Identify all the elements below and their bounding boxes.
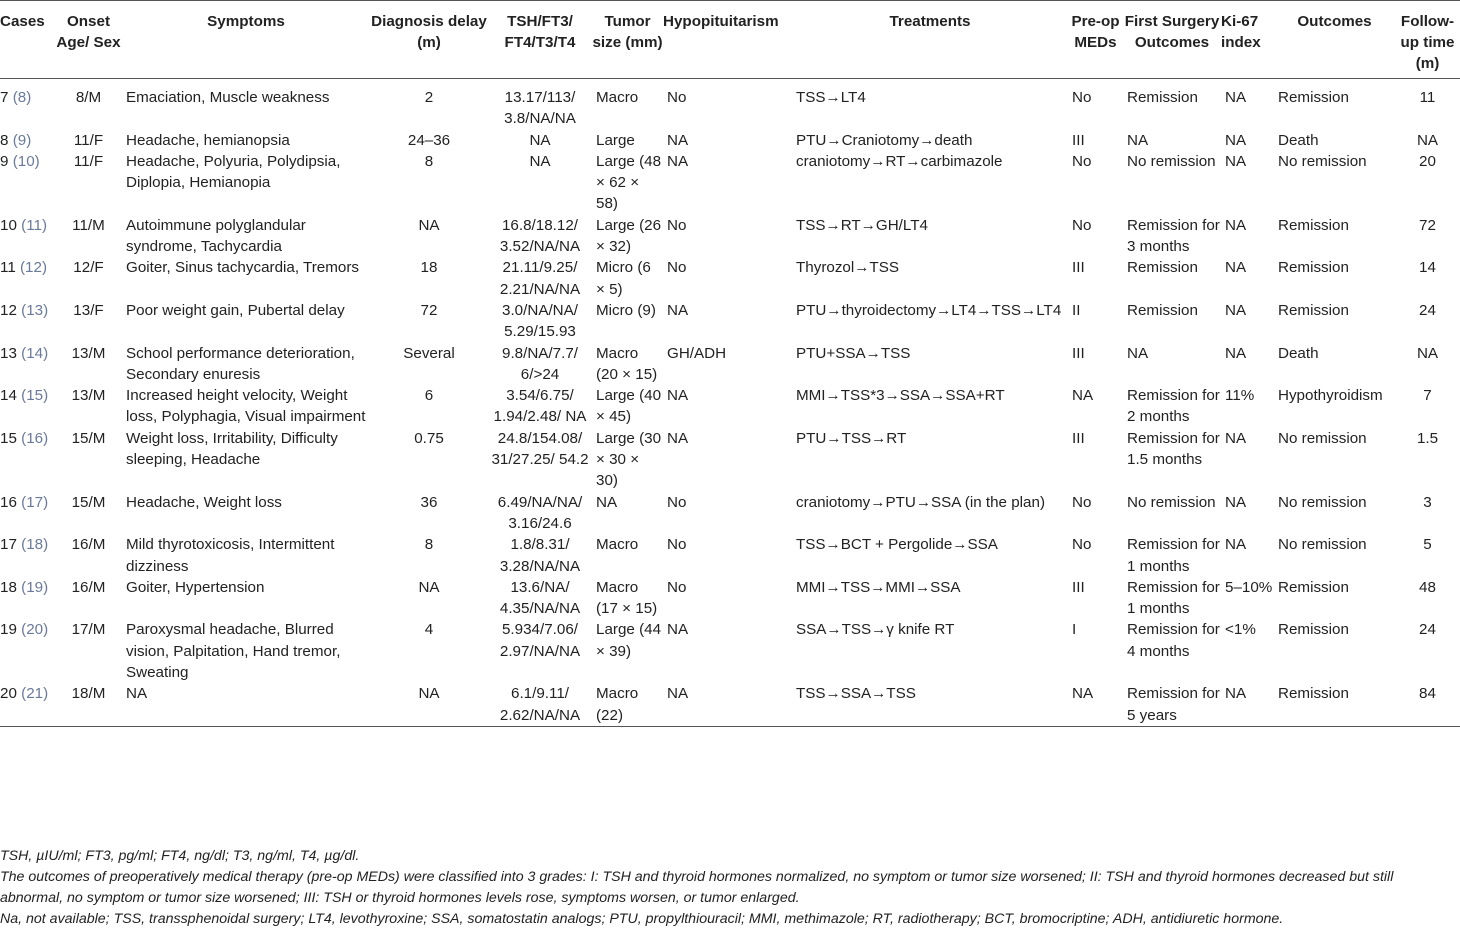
cell-onset-age-sex: 13/M <box>71 387 106 405</box>
cell-first-surgery-outcome: No remission <box>1127 493 1216 511</box>
cell-outcome: Remission <box>1278 89 1349 106</box>
cell-follow-up-time: 72 <box>1419 216 1436 234</box>
cell-first-surgery-outcome: Remission for 1 months <box>1127 536 1220 575</box>
cell-hypopituitarism: No <box>667 216 687 234</box>
cell-follow-up-time: NA <box>1416 344 1439 362</box>
cell-hormone-levels: 24.8/154.08/ 31/27.25/ 54.2 <box>491 429 589 469</box>
cell-treatments: TSS→BCT + Pergolide→SSA <box>796 536 998 554</box>
cell-outcome: Death <box>1278 344 1319 362</box>
cell-hypopituitarism: No <box>667 536 687 554</box>
reference-link[interactable]: (16) <box>21 429 49 447</box>
cell-hypopituitarism: GH/ADH <box>667 344 727 362</box>
cell-first-surgery-outcome: Remission for 3 months <box>1127 216 1220 256</box>
cell-ki67-index: NA <box>1225 89 1247 106</box>
cell-onset-age-sex: 8/M <box>75 89 102 106</box>
cell-hypopituitarism: No <box>667 259 687 277</box>
column-header-symptoms: Symptoms <box>122 1 370 79</box>
cell-outcome: Remission <box>1278 259 1349 277</box>
case-number: 7 <box>0 89 9 106</box>
case-number: 15 <box>0 429 17 447</box>
cell-preop-meds: III <box>1072 578 1085 596</box>
cell-first-surgery-outcome: Remission for 1 months <box>1127 578 1220 618</box>
cell-case-number <box>0 428 55 492</box>
cell-ki67-index: <1% <box>1225 621 1256 639</box>
column-header-treatments: Treatments <box>792 1 1068 79</box>
cell-hormone-levels: 13.17/113/ 3.8/NA/NA <box>504 89 576 128</box>
cell-ki67-index: NA <box>1225 152 1247 170</box>
cell-tumor-size: Micro (9) <box>596 301 656 319</box>
footnote-units: TSH, µIU/ml; FT3, pg/ml; FT4, ng/dl; T3, ng/ml, T4, µg/dl. <box>0 848 360 864</box>
cell-ki67-index: NA <box>1225 344 1247 362</box>
cell-tumor-size: Large <box>596 131 635 149</box>
cell-treatments: craniotomy→RT→carbimazole <box>796 152 1003 170</box>
case-number: 11 <box>0 259 16 277</box>
cell-symptoms: Goiter, Hypertension <box>126 578 265 596</box>
column-header-hypopituitarism: Hypopituitarism <box>663 1 792 79</box>
cell-preop-meds: II <box>1072 301 1081 319</box>
cell-hypopituitarism: NA <box>667 387 689 405</box>
cell-tumor-size: Micro (6 × 5) <box>596 259 651 298</box>
cell-symptoms: NA <box>122 683 370 726</box>
cell-first-surgery-outcome: Remission for 4 months <box>1127 621 1220 660</box>
reference-link[interactable]: (9) <box>12 131 32 149</box>
footnote-abbreviations: Na, not available; TSS, transsphenoidal surgery; LT4, levothyroxine; SSA, somatostatin analogs; PTU, propylthiouracil; MMI, methimazole; RT, radiotherapy; BCT, bromocriptine; ADH, antidiuretic hormone. <box>0 911 1284 927</box>
cell-preop-meds: No <box>1072 216 1092 234</box>
cell-onset-age-sex: 17/M <box>71 621 106 639</box>
cell-tumor-size: Large (30 × 30 × 30) <box>596 429 662 490</box>
cell-outcome: Remission <box>1278 301 1349 319</box>
cell-symptoms: Mild thyrotoxicosis, Intermittent dizziness <box>126 536 335 575</box>
cell-symptoms: Weight loss, Irritability, Difficulty sleeping, Headache <box>126 429 338 469</box>
cell-case-number <box>0 215 55 258</box>
cell-diagnosis-delay: 4 <box>424 621 434 639</box>
cell-diagnosis-delay: 72 <box>420 301 438 319</box>
cell-onset-age-sex: 13/M <box>71 344 106 362</box>
cell-symptoms: Headache, Polyuria, Polydipsia, Diplopia, Hemianopia <box>126 152 341 192</box>
column-header-first-surgery-outcomes: First Surgery Outcomes <box>1123 1 1221 79</box>
case-number: 12 <box>0 301 17 319</box>
cell-ki67-index: 11% <box>1225 387 1255 405</box>
cell-onset-age-sex: 16/M <box>71 578 106 596</box>
case-number: 19 <box>0 621 17 639</box>
column-header-cases: Cases <box>0 1 55 79</box>
cell-follow-up-time: 24 <box>1419 621 1436 639</box>
cell-case-number <box>0 343 55 386</box>
column-header-preop-meds: Pre-op MEDs <box>1068 1 1123 79</box>
reference-link[interactable]: (18) <box>21 536 49 554</box>
cell-follow-up-time: 5 <box>1423 536 1432 554</box>
cell-hormone-levels: NA <box>529 131 551 149</box>
cell-hypopituitarism: NA <box>667 429 689 447</box>
cell-outcome: Remission <box>1278 578 1349 596</box>
cell-hormone-levels: 1.8/8.31/ 3.28/NA/NA <box>499 536 581 575</box>
cell-case-number <box>0 683 55 726</box>
table-row <box>0 130 1460 151</box>
table-row <box>0 215 1460 258</box>
cell-diagnosis-delay: 8 <box>424 152 434 170</box>
cell-follow-up-time: 14 <box>1419 259 1436 277</box>
cell-treatments: Thyrozol→TSS <box>796 259 899 277</box>
cell-preop-meds: III <box>1072 131 1085 149</box>
cell-hypopituitarism: NA <box>667 301 689 319</box>
reference-link[interactable]: (21) <box>21 685 49 703</box>
cell-tumor-size: NA <box>596 493 618 511</box>
cell-diagnosis-delay: NA <box>370 683 488 726</box>
cell-onset-age-sex: 11/F <box>73 152 104 170</box>
cell-onset-age-sex: 11/F <box>73 131 104 149</box>
cell-treatments: PTU+SSA→TSS <box>796 344 911 362</box>
cell-treatments: TSS→RT→GH/LT4 <box>796 216 928 234</box>
cell-outcome: Remission <box>1274 683 1395 726</box>
table-footnotes <box>0 846 1460 930</box>
cell-first-surgery-outcome: Remission <box>1127 301 1198 319</box>
cell-case-number <box>0 534 55 577</box>
case-number: 8 <box>0 131 9 149</box>
reference-link[interactable]: (13) <box>21 301 49 319</box>
cell-symptoms: School performance deterioration, Secondary enuresis <box>126 344 355 383</box>
cell-follow-up-time: 48 <box>1419 578 1436 596</box>
cell-outcome: No remission <box>1278 152 1367 170</box>
cell-treatments: SSA→TSS→γ knife RT <box>796 621 955 639</box>
cell-hormone-levels: 3.0/NA/NA/ 5.29/15.93 <box>502 301 578 341</box>
cell-treatments: PTU→Craniotomy→death <box>796 131 973 149</box>
case-number: 17 <box>0 536 17 554</box>
cell-follow-up-time: 3 <box>1423 493 1432 511</box>
cell-ki67-index: NA <box>1225 429 1247 447</box>
case-number: 16 <box>0 493 17 511</box>
cell-tumor-size: Macro <box>596 89 639 106</box>
cell-diagnosis-delay: NA <box>418 216 440 234</box>
cell-diagnosis-delay: 6 <box>424 387 434 405</box>
reference-link[interactable]: (19) <box>21 578 49 596</box>
cell-hormone-levels: 13.6/NA/ 4.35/NA/NA <box>499 578 581 618</box>
cell-diagnosis-delay: Several <box>403 344 455 362</box>
cell-hypopituitarism: No <box>667 493 687 511</box>
case-number: 18 <box>0 578 17 596</box>
cell-tumor-size: Macro (20 × 15) <box>596 344 658 383</box>
cell-symptoms: Paroxysmal headache, Blurred vision, Palpitation, Hand tremor, Sweating <box>126 621 341 682</box>
cell-diagnosis-delay: 36 <box>420 493 438 511</box>
reference-link[interactable]: (8) <box>12 89 32 106</box>
table-row <box>0 79 1460 130</box>
cell-treatments: MMI→TSS→MMI→SSA <box>796 578 961 596</box>
footnote-preop-grades: The outcomes of preoperatively medical therapy (pre-op MEDs) were classified into 3 grades: I: TSH and thyroid hormones normalized, no symptom or tumor size worsened; II: TSH and thyroid hormones decreased but still abnormal, no symptom or tumor size worsened; III: TSH or thyroid hormones levels rose, symptoms worsen, or tumor enlarged. <box>0 869 1394 906</box>
table-row <box>0 343 1460 386</box>
cell-symptoms: Headache, hemianopsia <box>126 131 290 149</box>
cell-hypopituitarism: No <box>667 89 687 106</box>
cell-outcome: No remission <box>1278 429 1367 447</box>
cell-hypopituitarism: NA <box>667 152 689 170</box>
cell-preop-meds: III <box>1072 429 1085 447</box>
cell-diagnosis-delay: 0.75 <box>414 429 444 447</box>
cell-treatments: TSS→SSA→TSS <box>792 683 1068 726</box>
cell-follow-up-time: 24 <box>1419 301 1436 319</box>
cell-outcome: Remission <box>1278 216 1349 234</box>
cell-onset-age-sex: 11/M <box>72 216 105 234</box>
table-row <box>0 492 1460 535</box>
cell-outcome: Remission <box>1278 621 1349 639</box>
cell-treatments: MMI→TSS*3→SSA→SSA+RT <box>796 387 1005 405</box>
table-row <box>0 534 1460 577</box>
cell-diagnosis-delay: 18 <box>420 259 438 277</box>
cell-case-number <box>0 492 55 535</box>
case-number: 14 <box>0 387 17 405</box>
cell-hormone-levels: 3.54/6.75/ 1.94/2.48/ NA <box>493 387 587 426</box>
table-header <box>0 1 1460 79</box>
cell-symptoms: Headache, Weight loss <box>126 493 282 511</box>
column-header-onset-age-sex: Onset Age/ Sex <box>55 1 122 79</box>
cell-first-surgery-outcome: Remission <box>1127 259 1198 277</box>
case-number: 9 <box>0 152 9 170</box>
case-number: 20 <box>0 685 17 703</box>
cell-first-surgery-outcome: Remission <box>1127 89 1198 106</box>
cell-first-surgery-outcome: Remission for 2 months <box>1127 387 1220 426</box>
cell-case-number <box>0 130 55 151</box>
cell-onset-age-sex: 13/F <box>73 301 104 319</box>
table-row <box>0 385 1460 428</box>
cell-symptoms: Goiter, Sinus tachycardia, Tremors <box>126 259 359 277</box>
cell-outcome: No remission <box>1278 536 1367 554</box>
cell-onset-age-sex: 15/M <box>71 493 106 511</box>
cell-first-surgery-outcome: NA <box>1127 344 1149 362</box>
column-header-diagnosis-delay: Diagnosis delay (m) <box>370 1 488 79</box>
cell-case-number <box>0 79 55 130</box>
cell-preop-meds: No <box>1072 152 1092 170</box>
cell-symptoms: Poor weight gain, Pubertal delay <box>126 301 345 319</box>
cell-first-surgery-outcome: NA <box>1127 131 1149 149</box>
cell-ki67-index: NA <box>1225 216 1247 234</box>
cell-symptoms: Emaciation, Muscle weakness <box>126 89 330 106</box>
cell-ki67-index: NA <box>1225 536 1247 554</box>
cell-tumor-size: Large (44 × 39) <box>596 621 662 660</box>
cell-treatments: PTU→TSS→RT <box>796 429 907 447</box>
cell-preop-meds: III <box>1072 259 1085 277</box>
cell-preop-meds: No <box>1072 493 1092 511</box>
cell-case-number <box>0 577 55 620</box>
cell-onset-age-sex: 15/M <box>71 429 106 447</box>
cell-preop-meds: No <box>1072 536 1092 554</box>
cell-hormone-levels: 6.49/NA/NA/ 3.16/24.6 <box>497 493 583 532</box>
cell-outcome: Death <box>1278 131 1319 149</box>
cell-hormone-levels: NA <box>529 152 551 170</box>
cell-ki67-index: 5–10% <box>1225 578 1273 596</box>
table-row <box>0 428 1460 492</box>
cell-ki67-index: NA <box>1225 493 1247 511</box>
cell-treatments: TSS→LT4 <box>796 89 866 106</box>
column-header-follow-up-time: Follow-up time (m) <box>1395 1 1460 79</box>
cell-tumor-size: Large (40 × 45) <box>596 387 662 426</box>
cell-tumor-size: Large (48 × 62 × 58) <box>596 152 662 213</box>
cell-diagnosis-delay: 2 <box>424 89 434 106</box>
cell-hypopituitarism: NA <box>667 131 689 149</box>
cell-tumor-size: Macro (22) <box>592 683 663 726</box>
cell-preop-meds: I <box>1072 621 1077 639</box>
cell-hormone-levels: 21.11/9.25/ 2.21/NA/NA <box>499 259 581 298</box>
table-row <box>0 577 1460 620</box>
cell-follow-up-time: 11 <box>1419 89 1436 106</box>
reference-link[interactable]: (12) <box>20 259 48 277</box>
cell-treatments: PTU→thyroidectomy→LT4→TSS→LT4 <box>796 301 1062 319</box>
cell-ki67-index: NA <box>1225 259 1247 277</box>
cell-hormone-levels: 5.934/7.06/ 2.97/NA/NA <box>499 621 581 660</box>
header-row <box>0 1 1460 79</box>
cell-case-number <box>0 300 55 343</box>
cell-tumor-size: Macro <box>596 536 639 554</box>
cell-follow-up-time: 7 <box>1423 387 1432 405</box>
cell-preop-meds: NA <box>1072 387 1094 405</box>
cell-preop-meds: No <box>1072 89 1092 106</box>
cell-hypopituitarism: NA <box>663 683 792 726</box>
cell-diagnosis-delay: 8 <box>424 536 434 554</box>
reference-link[interactable]: (15) <box>21 387 49 405</box>
column-header-ki67-index: Ki-67 index <box>1221 1 1274 79</box>
cell-tumor-size: Large (26 × 32) <box>596 216 662 256</box>
cell-onset-age-sex: 18/M <box>55 683 122 726</box>
cell-first-surgery-outcome: Remission for 1.5 months <box>1127 429 1220 469</box>
cell-case-number <box>0 151 55 215</box>
cell-hormone-levels: 16.8/18.12/ 3.52/NA/NA <box>499 216 581 256</box>
cell-ki67-index: NA <box>1225 301 1247 319</box>
case-number: 13 <box>0 344 17 362</box>
cell-follow-up-time: NA <box>1416 131 1439 149</box>
cell-hormone-levels: 6.1/9.11/ 2.62/NA/NA <box>488 683 592 726</box>
table-row <box>0 300 1460 343</box>
cell-case-number <box>0 619 55 683</box>
cell-follow-up-time: 84 <box>1395 683 1460 726</box>
column-header-outcomes: Outcomes <box>1274 1 1395 79</box>
table-row <box>0 257 1460 300</box>
table-body <box>0 79 1460 727</box>
cell-onset-age-sex: 12/F <box>73 259 104 277</box>
cell-onset-age-sex: 16/M <box>71 536 106 554</box>
cell-outcome: Hypothyroidism <box>1278 387 1383 405</box>
cell-case-number <box>0 257 55 300</box>
table-row <box>0 683 1460 726</box>
cell-preop-meds: III <box>1072 344 1085 362</box>
cell-follow-up-time: 1.5 <box>1416 429 1439 447</box>
cell-follow-up-time: 20 <box>1419 152 1436 170</box>
cell-hypopituitarism: NA <box>667 621 689 639</box>
cell-diagnosis-delay: 24–36 <box>407 131 451 149</box>
column-header-hormone-levels: TSH/FT3/ FT4/T3/T4 <box>488 1 592 79</box>
cell-symptoms: Autoimmune polyglandular syndrome, Tachycardia <box>126 216 306 256</box>
cell-ki67-index: NA <box>1225 131 1247 149</box>
reference-link[interactable]: (10) <box>12 152 40 170</box>
table-row <box>0 619 1460 683</box>
case-number: 10 <box>0 216 17 234</box>
cell-case-number <box>0 385 55 428</box>
cell-treatments: craniotomy→PTU→SSA (in the plan) <box>796 493 1045 511</box>
cell-ki67-index: NA <box>1221 683 1274 726</box>
cell-outcome: No remission <box>1278 493 1367 511</box>
reference-link[interactable]: (11) <box>21 216 48 234</box>
column-header-tumor-size: Tumor size (mm) <box>592 1 663 79</box>
cell-diagnosis-delay: NA <box>418 578 440 596</box>
cell-symptoms: Increased height velocity, Weight loss, Polyphagia, Visual impairment <box>126 387 366 426</box>
cell-first-surgery-outcome: Remission for 5 years <box>1123 683 1221 726</box>
cell-hormone-levels: 9.8/NA/7.7/ 6/>24 <box>502 344 578 383</box>
cell-tumor-size: Macro (17 × 15) <box>596 578 658 618</box>
cell-first-surgery-outcome: No remission <box>1127 152 1216 170</box>
cell-hypopituitarism: No <box>667 578 687 596</box>
cell-preop-meds: NA <box>1068 683 1123 726</box>
reference-link[interactable]: (17) <box>21 493 49 511</box>
reference-link[interactable]: (14) <box>21 344 49 362</box>
table-row <box>0 151 1460 215</box>
reference-link[interactable]: (20) <box>21 621 49 639</box>
